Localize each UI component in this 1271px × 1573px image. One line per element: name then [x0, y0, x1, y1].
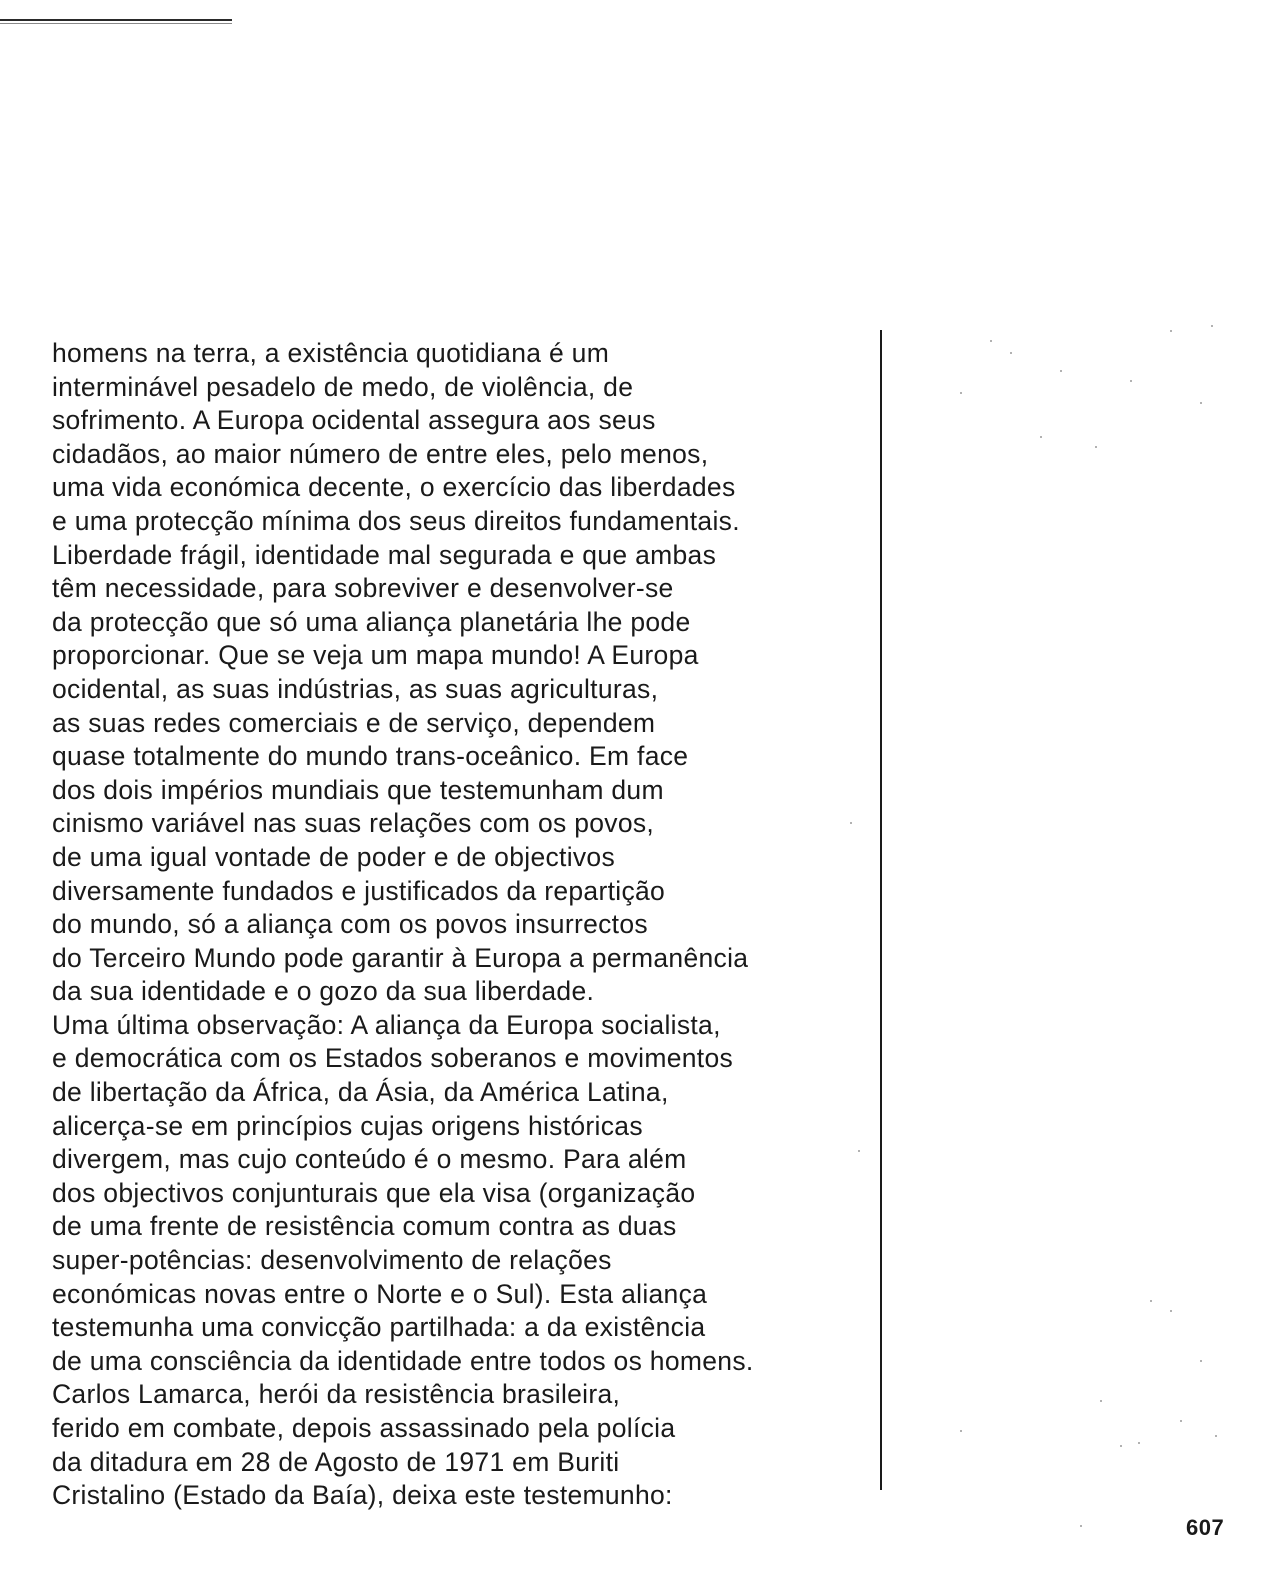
text-line: interminável pesadelo de medo, de violência, de: [52, 371, 634, 402]
text-line: do mundo, só a aliança com os povos insurrectos: [52, 909, 648, 940]
scan-speck: [1180, 1420, 1182, 1422]
text-line: de uma consciência da identidade entre todos os homens.: [52, 1345, 754, 1376]
scan-speck: [1150, 1300, 1152, 1302]
text-line: Carlos Lamarca, herói da resistência brasileira,: [52, 1379, 621, 1410]
text-line: Uma última observação: A aliança da Europa socialista,: [52, 1009, 721, 1040]
top-rule-underline: [0, 23, 232, 24]
text-line: super-potências: desenvolvimento de relações: [52, 1245, 612, 1276]
scan-speck: [1120, 1445, 1122, 1447]
top-rule: [0, 19, 232, 21]
scan-speck: [1100, 1400, 1102, 1402]
scan-speck: [960, 1430, 962, 1432]
scan-speck: [1060, 370, 1062, 372]
text-line: cidadãos, ao maior número de entre eles, pelo menos,: [52, 438, 709, 469]
text-line: alicerça-se em princípios cujas origens históricas: [52, 1110, 643, 1141]
scan-speck: [1200, 402, 1202, 404]
text-line: da sua identidade e o gozo da sua liberdade.: [52, 976, 595, 1007]
text-line: económicas novas entre o Norte e o Sul). Esta aliança: [52, 1278, 708, 1309]
scan-speck: [1130, 380, 1132, 382]
scan-speck: [990, 340, 992, 342]
text-line: proporcionar. Que se veja um mapa mundo! A Europa: [52, 640, 699, 671]
body-text: [52, 337, 882, 1513]
scan-speck: [858, 1150, 860, 1152]
text-line: da ditadura em 28 de Agosto de 1971 em Buriti: [52, 1446, 620, 1477]
text-line: Cristalino (Estado da Baía), deixa este testemunho:: [52, 1480, 673, 1511]
scan-speck: [960, 392, 962, 394]
scan-speck: [1200, 1360, 1202, 1362]
text-line: sofrimento. A Europa ocidental assegura aos seus: [52, 405, 656, 436]
scan-speck: [1138, 1442, 1140, 1444]
scan-speck: [1211, 325, 1213, 327]
scan-speck: [1170, 330, 1172, 332]
text-line: quase totalmente do mundo trans-oceânico. Em face: [52, 741, 689, 772]
scan-speck: [1080, 1525, 1082, 1527]
scan-speck: [1010, 352, 1012, 354]
text-line: do Terceiro Mundo pode garantir à Europa a permanência: [52, 942, 749, 973]
text-line: de libertação da África, da Ásia, da América Latina,: [52, 1077, 669, 1108]
text-line: Liberdade frágil, identidade mal segurada e que ambas: [52, 539, 717, 570]
text-line: têm necessidade, para sobreviver e desenvolver-se: [52, 573, 674, 604]
scan-speck: [1040, 436, 1042, 438]
text-line: de uma igual vontade de poder e de objectivos: [52, 841, 616, 872]
text-line: dos objectivos conjunturais que ela visa (organização: [52, 1177, 696, 1208]
text-line: diversamente fundados e justificados da repartição: [52, 875, 666, 906]
text-line: testemunha uma convicção partilhada: a da existência: [52, 1312, 706, 1343]
text-line: e uma protecção mínima dos seus direitos fundamentais.: [52, 505, 740, 536]
text-line: uma vida económica decente, o exercício das liberdades: [52, 472, 736, 503]
text-line: as suas redes comerciais e de serviço, dependem: [52, 707, 656, 738]
text-line: e democrática com os Estados soberanos e movimentos: [52, 1043, 734, 1074]
text-line: da protecção que só uma aliança planetária lhe pode: [52, 606, 691, 637]
scan-speck: [1215, 1435, 1217, 1437]
text-line: de uma frente de resistência comum contra as duas: [52, 1211, 677, 1242]
text-line: homens na terra, a existência quotidiana é um: [52, 338, 610, 368]
text-line: divergem, mas cujo conteúdo é o mesmo. Para além: [52, 1144, 687, 1175]
text-line: cinismo variável nas suas relações com os povos,: [52, 808, 655, 839]
scan-speck: [850, 822, 852, 824]
text-line: dos dois impérios mundiais que testemunham dum: [52, 774, 664, 805]
scan-speck: [1170, 1310, 1172, 1312]
text-line: ocidental, as suas indústrias, as suas agriculturas,: [52, 673, 659, 704]
column-rule: [880, 330, 882, 1490]
page-number: 607: [1186, 1515, 1225, 1540]
text-line: ferido em combate, depois assassinado pela polícia: [52, 1413, 676, 1443]
scan-speck: [1095, 446, 1097, 448]
